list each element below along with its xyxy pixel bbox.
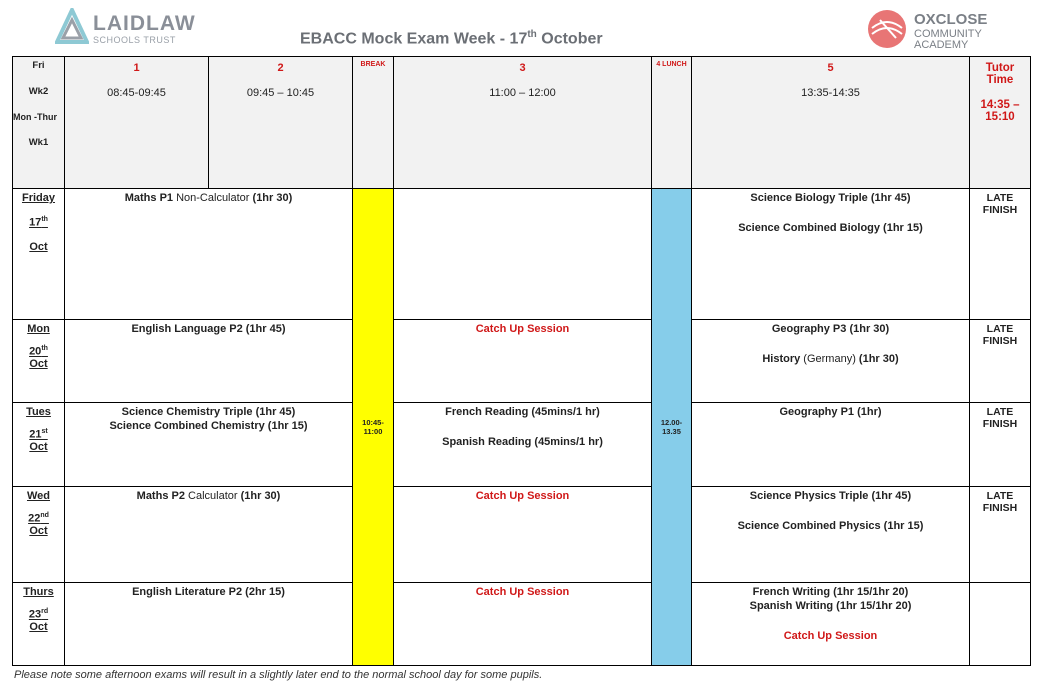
day-row xyxy=(13,320,1031,403)
tutor-cell xyxy=(970,583,1031,666)
break-header: BREAK xyxy=(353,57,394,189)
day-cell: Thurs 23rd Oct xyxy=(13,583,65,666)
period-1-2-cell: English Literature P2 (2hr 15) xyxy=(65,583,353,666)
period-5-cell: Geography P1 (1hr) xyxy=(692,403,970,487)
period-5-cell: French Writing (1hr 15/1hr 20) Spanish Writing (1hr 15/1hr 20) Catch Up Session xyxy=(692,583,970,666)
oxclose-line2: COMMUNITY xyxy=(914,28,982,40)
period-5-cell: Science Biology Triple (1hr 45) Science Combined Biology (1hr 15) xyxy=(692,189,970,320)
period-3-cell: French Reading (45mins/1 hr) Spanish Reading (45mins/1 hr) xyxy=(394,403,652,487)
period-1-2-cell: English Language P2 (1hr 45) xyxy=(65,320,353,403)
tutor-cell: LATE FINISH xyxy=(970,403,1031,487)
day-cell: Friday 17th Oct xyxy=(13,189,65,320)
day-row xyxy=(13,583,1031,666)
period-1-2-cell: Maths P2 Calculator (1hr 30) xyxy=(65,487,353,583)
oxclose-name: OXCLOSE xyxy=(914,11,988,28)
tutor-cell: LATE FINISH xyxy=(970,189,1031,320)
laidlaw-sub: SCHOOLS TRUST xyxy=(93,35,176,45)
break-column: 10:45- 11:00 xyxy=(353,189,394,666)
lunch-column: 12.00- 13.35 xyxy=(652,189,692,666)
day-cell: Wed 22nd Oct xyxy=(13,487,65,583)
week-label-cell: Fri Wk2 Mon -Thur Wk1 xyxy=(13,57,65,189)
day-cell: Mon 20th Oct xyxy=(13,320,65,403)
exam-timetable xyxy=(12,56,1031,666)
period-1-2-cell: Science Chemistry Triple (1hr 45) Science Combined Chemistry (1hr 15) xyxy=(65,403,353,487)
period-3-cell xyxy=(394,189,652,320)
tutor-time-header: Tutor Time 14:35 – 15:10 xyxy=(970,57,1031,189)
period-1-header: 1 08:45-09:45 xyxy=(65,57,209,189)
period-3-header: 3 11:00 – 12:00 xyxy=(394,57,652,189)
lunch-header: 4 LUNCH xyxy=(652,57,692,189)
day-row xyxy=(13,487,1031,583)
period-5-cell: Geography P3 (1hr 30) History (Germany) (1hr 30) xyxy=(692,320,970,403)
header-row xyxy=(13,57,1031,189)
period-3-cell: Catch Up Session xyxy=(394,583,652,666)
laidlaw-logo xyxy=(55,8,195,48)
page-title: EBACC Mock Exam Week - 17th October xyxy=(300,29,603,48)
laidlaw-name: LAIDLAW xyxy=(93,12,196,35)
tutor-cell: LATE FINISH xyxy=(970,487,1031,583)
period-5-cell: Science Physics Triple (1hr 45) Science Combined Physics (1hr 15) xyxy=(692,487,970,583)
period-1-2-cell: Maths P1 Non-Calculator (1hr 30) xyxy=(65,189,353,320)
day-row xyxy=(13,189,1031,320)
day-cell: Tues 21st Oct xyxy=(13,403,65,487)
oxclose-line3: ACADEMY xyxy=(914,39,969,51)
oxclose-emblem-icon xyxy=(866,8,910,50)
oxclose-logo xyxy=(866,8,1046,52)
period-2-header: 2 09:45 – 10:45 xyxy=(209,57,353,189)
day-row xyxy=(13,403,1031,487)
period-5-header: 5 13:35-14:35 xyxy=(692,57,970,189)
footer-note: Please note some afternoon exams will result in a slightly later end to the normal school day for some pupils. xyxy=(14,669,543,681)
period-3-cell: Catch Up Session xyxy=(394,487,652,583)
tutor-cell: LATE FINISH xyxy=(970,320,1031,403)
laidlaw-triangle-icon xyxy=(55,8,89,46)
period-3-cell: Catch Up Session xyxy=(394,320,652,403)
